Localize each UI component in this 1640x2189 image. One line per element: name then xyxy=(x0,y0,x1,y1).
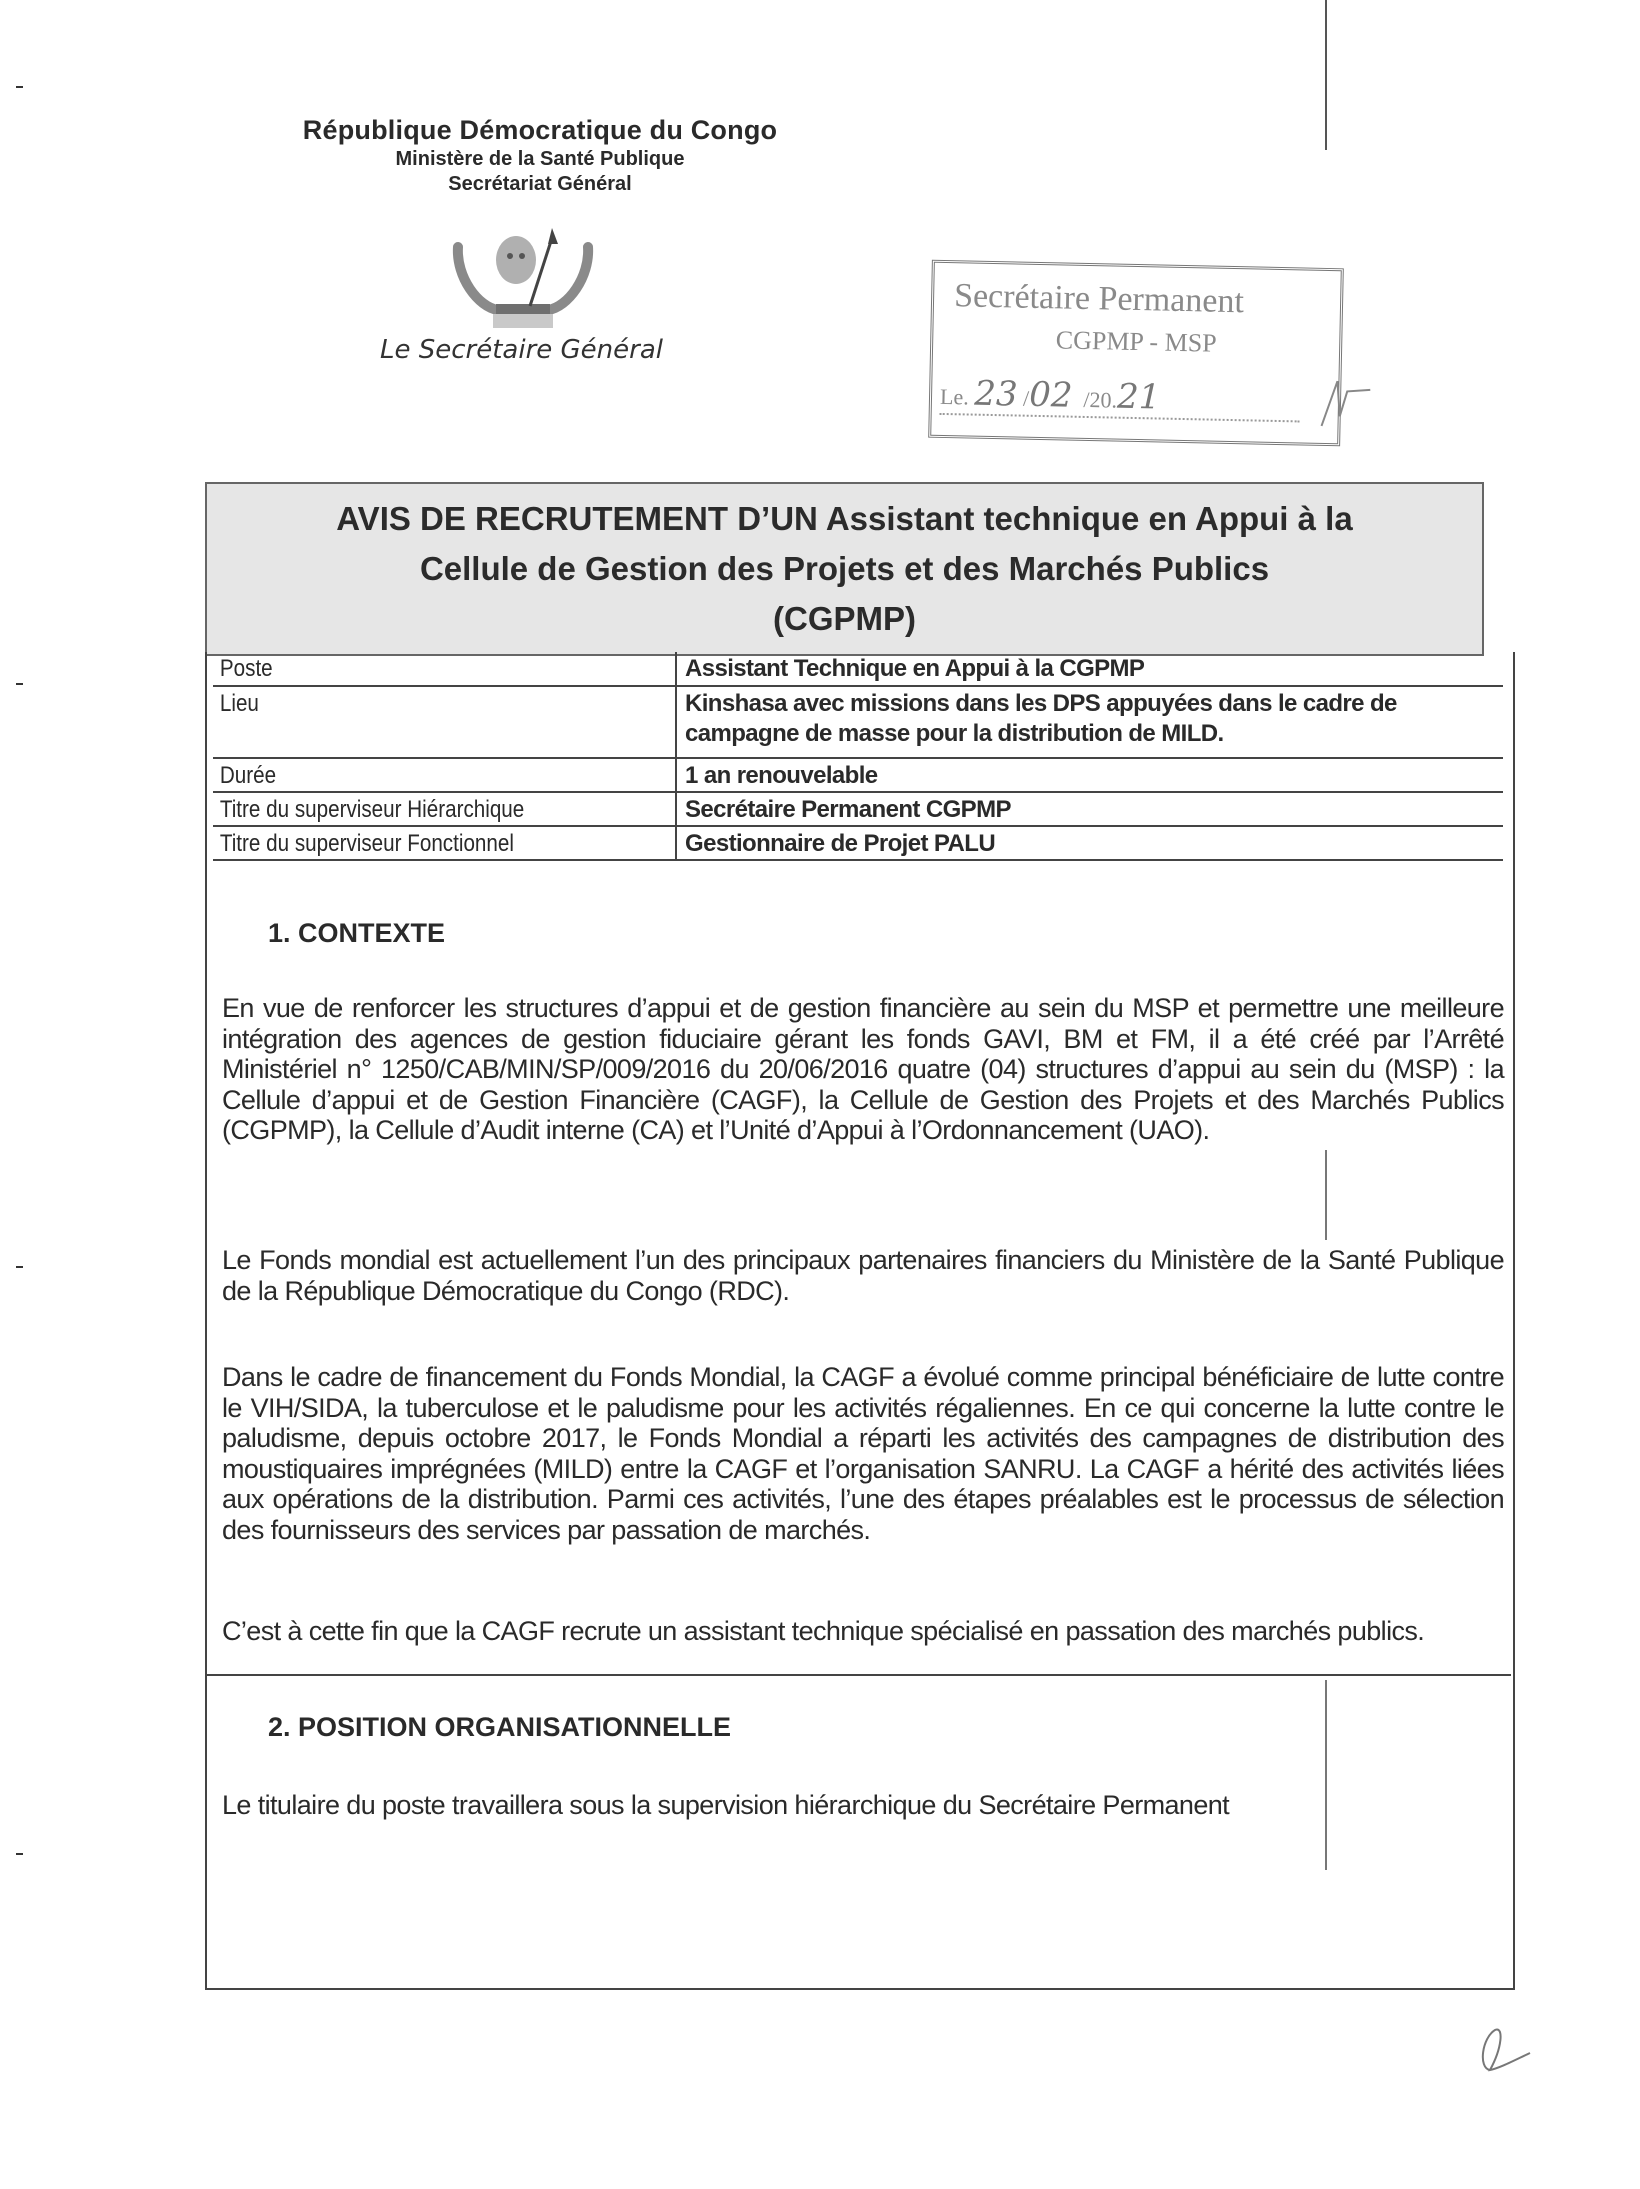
row-label-superviseur-hierarchique: Titre du superviseur Hiérarchique xyxy=(213,792,611,826)
margin-mark xyxy=(16,1853,23,1855)
stamp-year-prefix: 20 xyxy=(1089,387,1112,413)
reception-stamp xyxy=(928,260,1344,447)
stamp-title: Secrétaire Permanent xyxy=(953,277,1245,321)
job-info-table xyxy=(213,652,1503,861)
letterhead xyxy=(250,115,830,196)
stamp-unit: CGPMP - MSP xyxy=(1055,325,1217,358)
row-label-duree: Durée xyxy=(213,758,611,792)
row-value-duree: 1 an renouvelable xyxy=(676,758,1503,792)
stamp-day: 23 xyxy=(973,373,1018,415)
ministry-name: Ministère de la Santé Publique xyxy=(395,148,685,170)
scan-fold-line xyxy=(1325,0,1327,150)
table-row xyxy=(213,826,1503,860)
country-name: République Démocratique du Congo xyxy=(302,115,778,145)
row-label-superviseur-fonctionnel: Titre du superviseur Fonctionnel xyxy=(213,826,611,860)
row-label-poste: Poste xyxy=(213,652,611,686)
stamp-month: 02 xyxy=(1028,374,1073,416)
paragraph: Le Fonds mondial est actuellement l’un des principaux partenaires financiers du Ministère de la Santé Publique de la République Démocratique du Congo (RDC). xyxy=(222,1245,1504,1306)
signatory-title: Le Secrétaire Général xyxy=(380,335,663,365)
row-value-superviseur-hierarchique: Secrétaire Permanent CGPMP xyxy=(676,792,1503,826)
stamp-date-prefix: Le xyxy=(939,383,964,410)
notice-title xyxy=(207,484,1482,644)
stamp-year-suffix: 21 xyxy=(1116,376,1161,418)
margin-mark xyxy=(16,86,23,88)
table-row xyxy=(213,686,1503,758)
notice-title-banner xyxy=(205,482,1484,656)
table-row xyxy=(213,652,1503,686)
table-row xyxy=(213,758,1503,792)
paragraph: Dans le cadre de financement du Fonds Mondial, la CAGF a évolué comme principal bénéficiaire de lutte contre le VIH/SIDA, la tuberculose et le paludisme pour les activités régaliennes. En ce qui concerne la lutte contre le paludisme, depuis octobre 2017, le Fonds Mondial a réparti les activités des campagnes de distribution des moustiquaires imprégnées (MILD) entre la CAGF et l’organisation SANRU. La CAGF a hérité des activités liées aux opérations de la distribution. Parmi ces activités, l’une des étapes préalables est le processus de sélection des fournisseurs des services par passation de marchés. xyxy=(222,1362,1504,1545)
secretariat-name: Secrétariat Général xyxy=(448,173,632,195)
notice-title-line-2: Cellule de Gestion des Projets et des Marchés Publics xyxy=(419,550,1270,587)
row-value-lieu: Kinshasa avec missions dans les DPS appuyées dans le cadre de campagne de masse pour la distribution de MILD. xyxy=(676,686,1503,758)
section-divider xyxy=(205,1674,1511,1676)
row-label-lieu: Lieu xyxy=(213,686,611,758)
stamp-date-line: Le. 23 /02 /20.21 xyxy=(940,373,1301,423)
scan-fold-line xyxy=(1325,1150,1327,1240)
coat-of-arms-icon xyxy=(438,222,608,332)
paragraph: Le titulaire du poste travaillera sous la supervision hiérarchique du Secrétaire Permanent xyxy=(222,1790,1230,1820)
notice-title-line-3: (CGPMP) xyxy=(773,600,916,637)
scan-fold-line xyxy=(1325,1680,1327,1870)
paragraph: En vue de renforcer les structures d’appui et de gestion financière au sein du MSP et permettre une meilleure intégration des agences de gestion fiduciaire gérant les fonds GAVI, BM et FM, il a été créé par l’Arrêté Ministériel n° 1250/CAB/MIN/SP/009/2016 du 20/06/2016 quatre (04) structures d’appui au sein du (MSP) : la Cellule d’appui et de Gestion Financière (CAGF), la Cellule de Gestion des Projets et des Marchés Publics (CGPMP), la Cellule d’Audit interne (CA) et l’Unité d’Appui à l’Ordonnancement (UAO). xyxy=(222,993,1504,1145)
section-heading-contexte: 1. CONTEXTE xyxy=(268,918,446,948)
paragraph: C’est à cette fin que la CAGF recrute un assistant technique spécialisé en passation des marchés publics. xyxy=(222,1616,1425,1646)
handwritten-initials-icon xyxy=(1460,2018,1540,2078)
margin-mark xyxy=(16,683,23,685)
margin-mark xyxy=(16,1266,23,1268)
row-value-superviseur-fonctionnel: Gestionnaire de Projet PALU xyxy=(676,826,1503,860)
notice-title-line-1: AVIS DE RECRUTEMENT D’UN Assistant technique en Appui à la xyxy=(336,500,1353,537)
section-heading-position: 2. POSITION ORGANISATIONNELLE xyxy=(268,1712,732,1742)
signature-icon xyxy=(1311,371,1372,432)
row-value-poste: Assistant Technique en Appui à la CGPMP xyxy=(676,652,1503,686)
table-row xyxy=(213,792,1503,826)
